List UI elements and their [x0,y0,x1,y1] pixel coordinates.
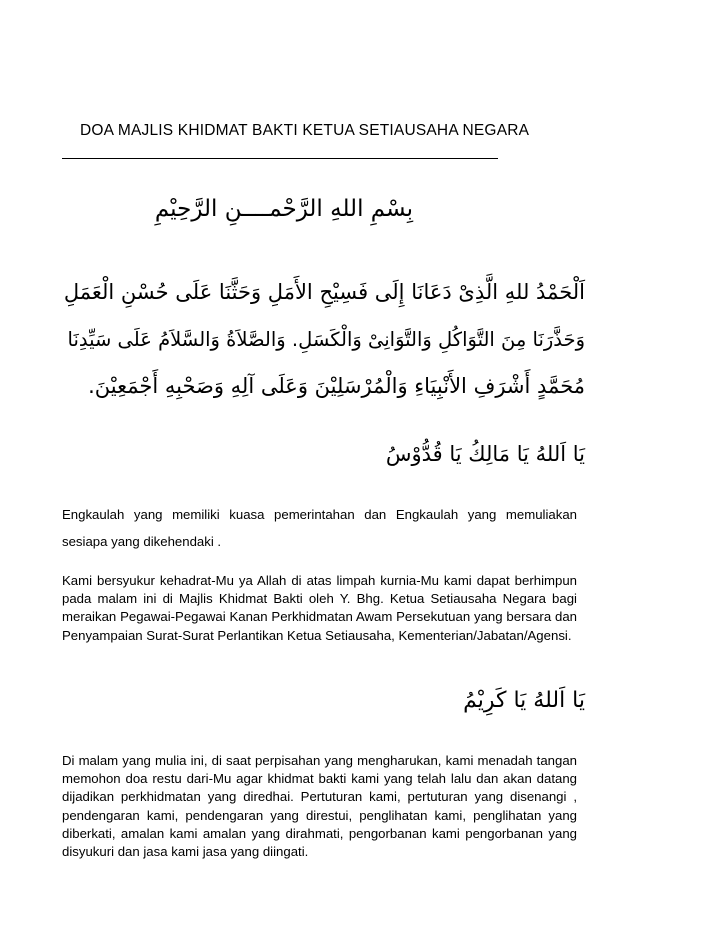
paragraph-syukur: Kami bersyukur kehadrat-Mu ya Allah di atas limpah kurnia-Mu kami dapat berhimpun pada malam ini di Majlis Khidmat Bakti oleh Y. Bhg. Ketua Setiausaha Negara bagi meraikan Pegawai-Pegawai Kanan Perkhidmatan Awam Persekutuan yang bersara dan Penyampaian Surat-Surat Perlantikan Ketua Setiausaha, Kementerian/Jabatan/Agensi. [62,573,577,643]
invocation-malik: يَا اَللهُ يَا مَالِكُ يَا قُدُّوْسُ [385,442,585,466]
title-underline [62,158,498,159]
arabic-line-2: وَحَذَّرَنَا مِنَ التَّوَاكُلِ وَالتَّوَانِىْ وَالْكَسَلِ. وَالصَّلاَةُ وَالسَّلاَمُ عَلَى سَيِّدِنَا [67,328,585,351]
invocation-karim: يَا اَللهُ يَا كَرِيْمُ [463,688,585,713]
paragraph-kuasa: Engkaulah yang memiliki kuasa pemerintahan dan Engkaulah yang memuliakan sesiapa yang dikehendaki . [62,507,577,549]
document-title: DOA MAJLIS KHIDMAT BAKTI KETUA SETIAUSAHA NEGARA [80,122,530,139]
arabic-line-3: مُحَمَّدٍ أَشْرَفِ الأَنْبِيَاءِ وَالْمُرْسَلِيْنَ وَعَلَى آلِهِ وَصَحْبِهِ أَجْمَعِيْنَ. [88,374,585,398]
basmala: بِسْمِ اللهِ الرَّحْمــــنِ الرَّحِيْمِ [154,196,413,222]
paragraph-perpisahan: Di malam yang mulia ini, di saat perpisahan yang mengharukan, kami menadah tangan memohon doa restu dari-Mu agar khidmat bakti kami yang telah lalu dan akan datang dijadikan perkhidmatan yang diredhai. Pertuturan kami, pertuturan yang disenangi , pendengaran kami, pendengaran yang direstui, penglihatan kami, penglihatan yang diberkati, amalan kami amalan yang dirahmati, pengorbanan kami pengorbanan yang disyukuri dan jasa kami jasa yang diingati. [62,753,577,860]
arabic-line-1: اَلْحَمْدُ للهِ الَّذِىْ دَعَانَا إِلَى فَسِيْحِ الأَمَلِ وَحَثَّنَا عَلَى حُسْنِ الْعَمَلِ [63,280,585,304]
